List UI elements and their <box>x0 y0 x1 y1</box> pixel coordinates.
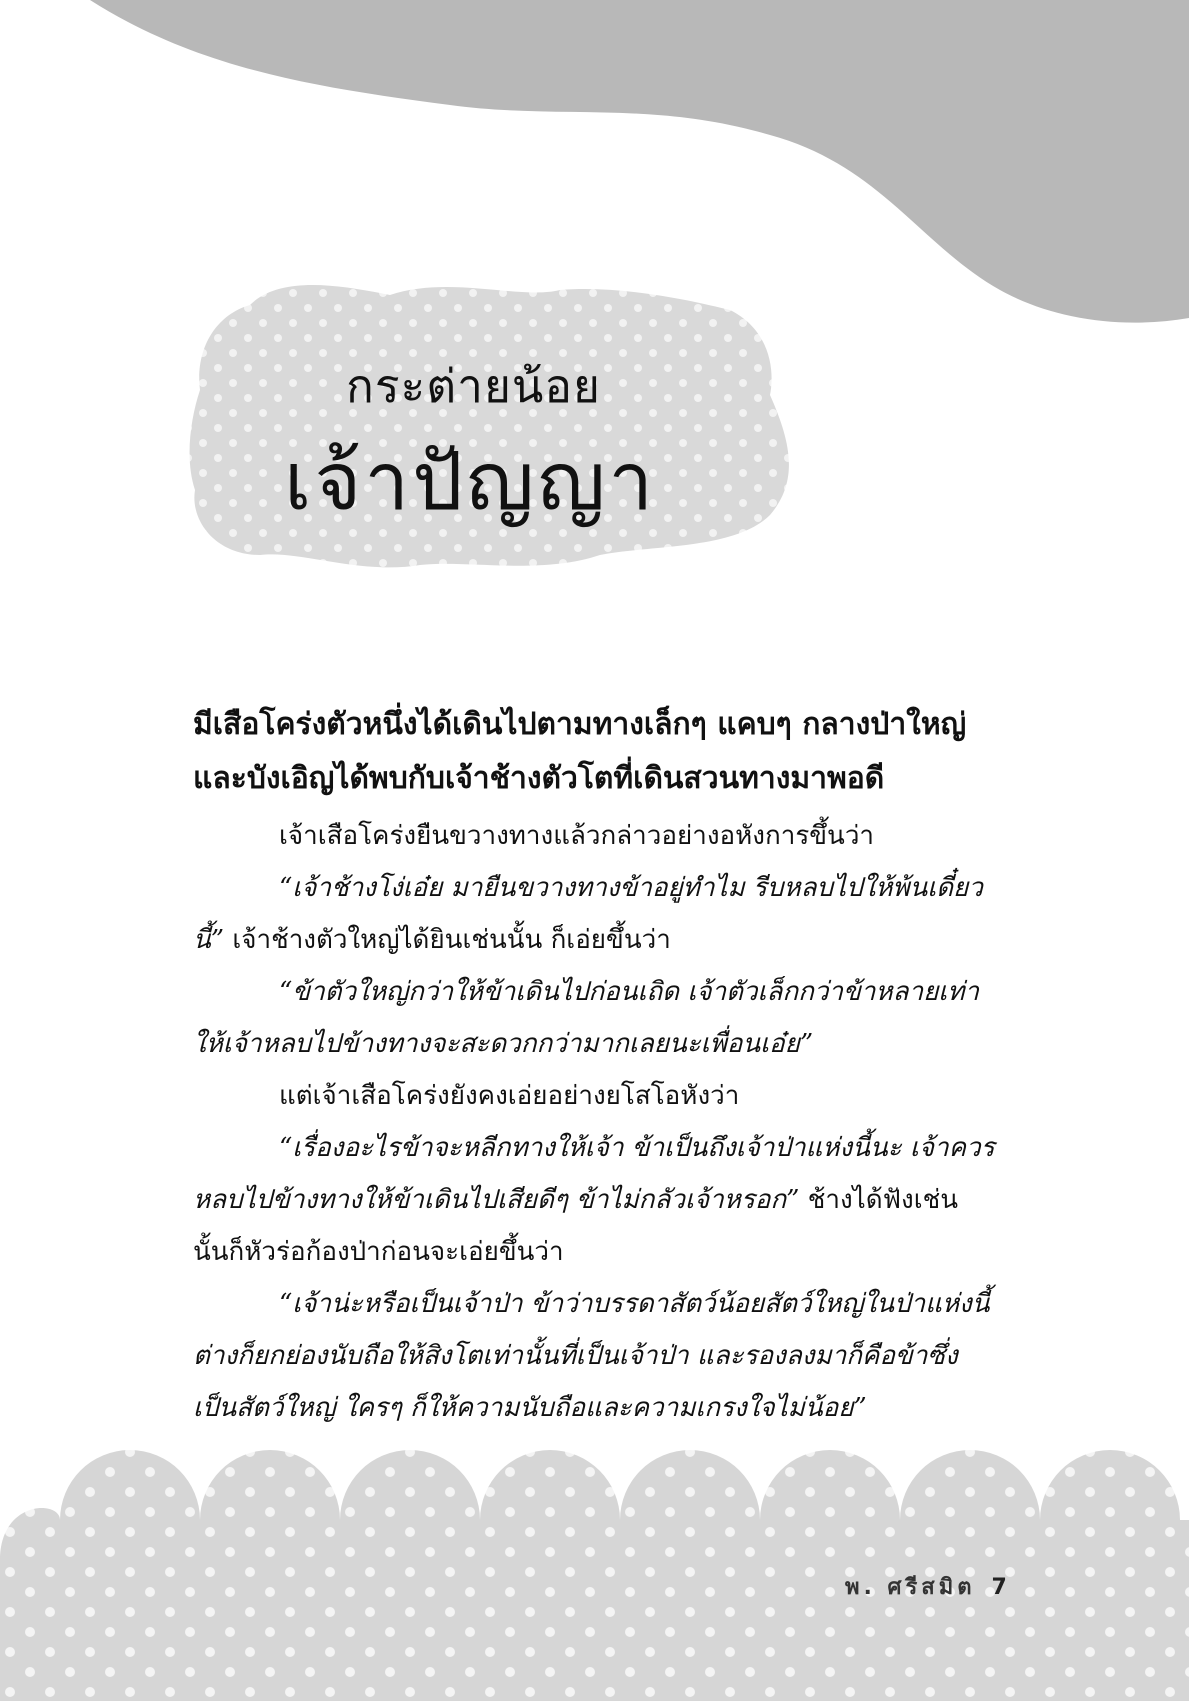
intro-line: มีเสือโคร่งตัวหนึ่งได้เดินไปตามทางเล็กๆ แคบๆ กลางป่าใหญ่ <box>193 707 967 742</box>
page-footer <box>845 1569 1007 1604</box>
author-name: พ. ศรีสมิต <box>845 1575 976 1600</box>
paragraph: “ข้าตัวใหญ่กว่าให้ข้าเดินไปก่อนเถิด เจ้าตัวเล็กกว่าข้าหลายเท่า ให้เจ้าหลบไปข้างทางจะสะดวกกว่ามากเลยนะเพื่อนเอ๋ย” <box>193 977 979 1059</box>
top-wave-shape <box>90 0 1189 323</box>
paragraph: แต่เจ้าเสือโคร่งยังคงเอ่ยอย่างยโสโอหังว่า <box>279 1081 740 1111</box>
page-number: 7 <box>991 1575 1007 1600</box>
intro-line: และบังเอิญได้พบกับเจ้าช้างตัวโตที่เดินสวนทางมาพอดี <box>193 761 885 796</box>
paragraph: เจ้าเสือโคร่งยืนขวางทางแล้วกล่าวอย่างอหังการขึ้นว่า <box>279 821 875 851</box>
intro-paragraph <box>193 698 1063 806</box>
story-title-line1: กระต่ายน้อย <box>346 359 601 413</box>
paragraph: “เจ้าช้างโง่เอ๋ย มายืนขวางทางข้าอยู่ทำไม รีบหลบไปให้พ้นเดี๋ยว นี้” เจ้าช้างตัวใหญ่ได้ยินเช่นนั้น ก็เอ่ยขึ้นว่า <box>193 873 983 955</box>
paragraph: “เรื่องอะไรข้าจะหลีกทางให้เจ้า ข้าเป็นถึงเจ้าป่าแห่งนี้นะ เจ้าควร หลบไปข้างทางให้ข้าเดินไปเสียดีๆ ข้าไม่กลัวเจ้าหรอก” ช้างได้ฟังเช่น นั้นก็หัวร่อก้องป่าก่อนจะเอ่ยขึ้นว่า <box>193 1133 995 1267</box>
story-body <box>193 810 1053 1434</box>
story-title-line2: เจ้าปัญญา <box>284 435 657 528</box>
bottom-scallop-band <box>0 1450 1189 1701</box>
paragraph: “เจ้าน่ะหรือเป็นเจ้าป่า ข้าว่าบรรดาสัตว์น้อยสัตว์ใหญ่ในป่าแห่งนี้ ต่างก็ยกย่องนับถือให้สิงโตเท่านั้นที่เป็นเจ้าป่า และรองลงมาก็คือข้าซึ่ง เป็นสัตว์ใหญ่ ใครๆ ก็ให้ความนับถือและความเกรงใจไม่น้อย” <box>193 1289 990 1423</box>
